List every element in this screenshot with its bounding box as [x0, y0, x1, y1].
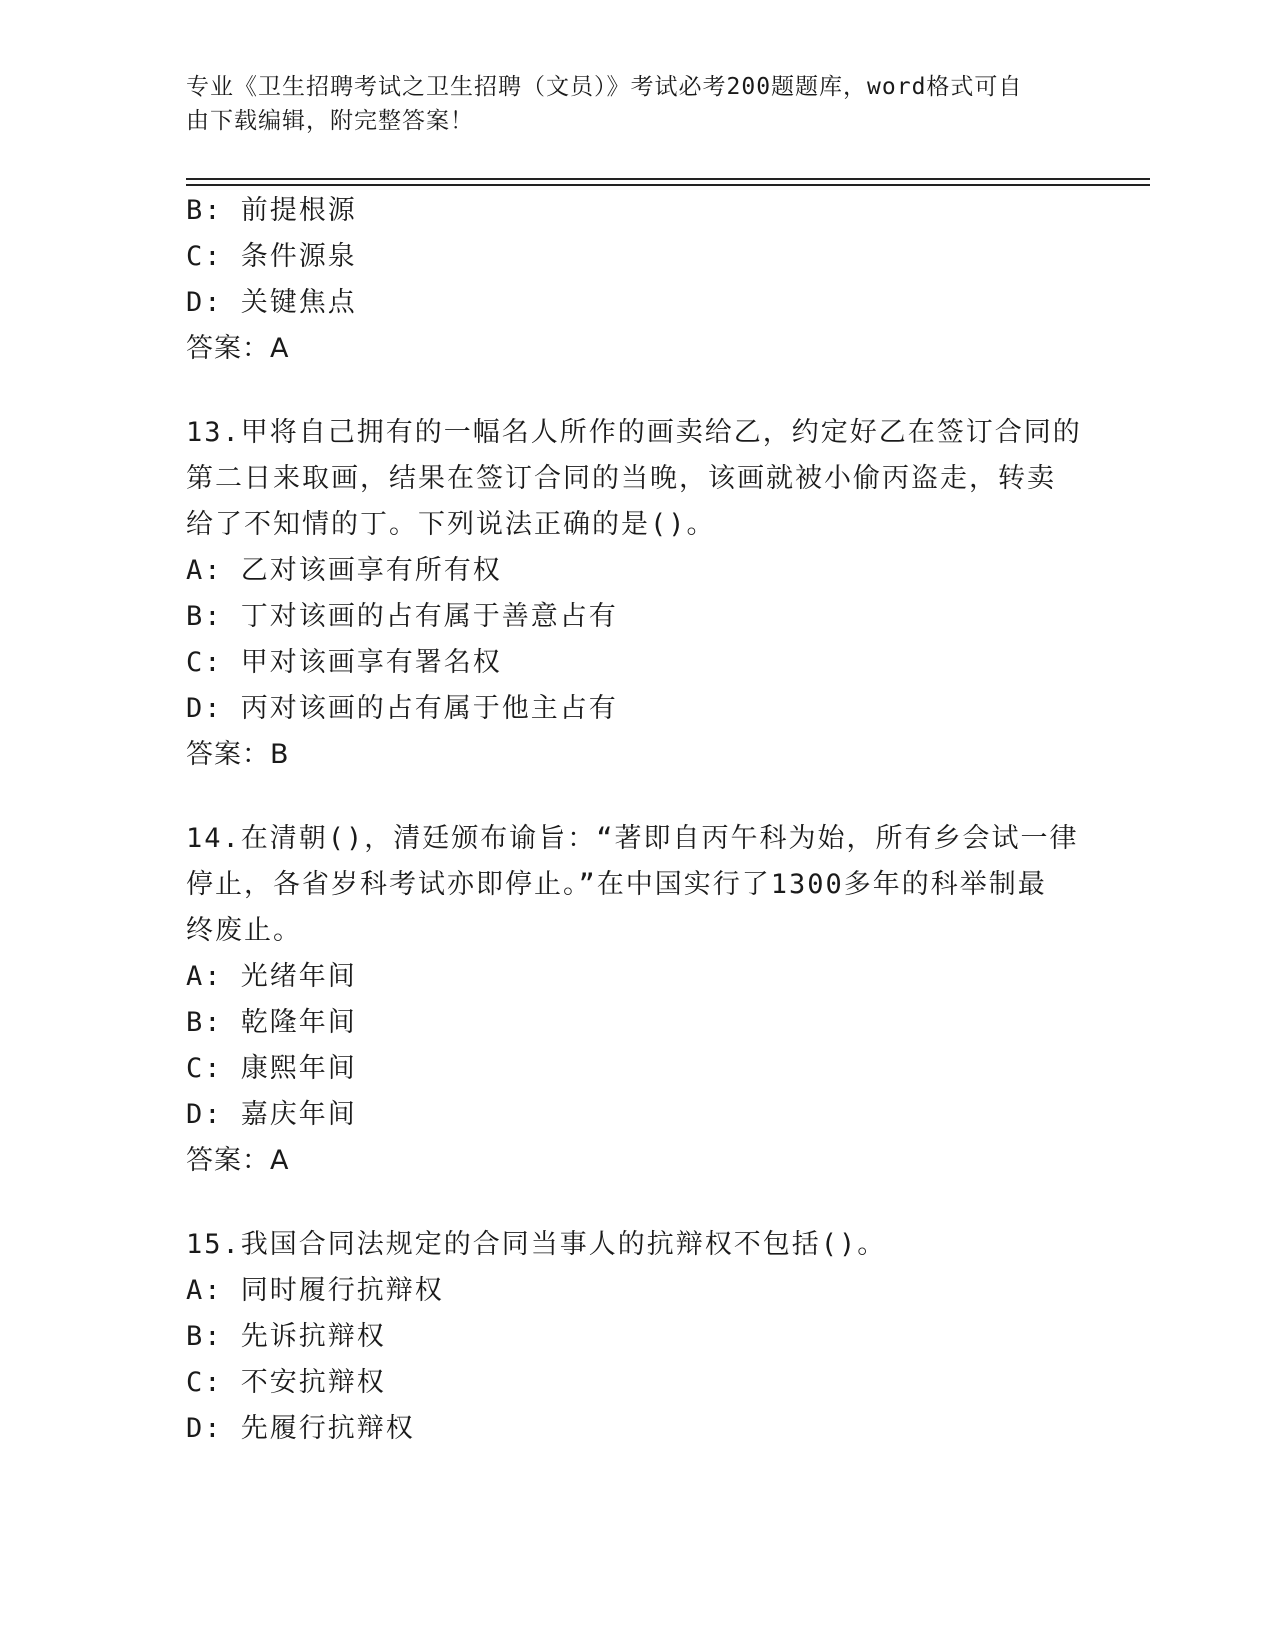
option-a: A: 同时履行抗辩权 [186, 1275, 444, 1306]
option-d: D: 先履行抗辩权 [186, 1413, 415, 1444]
answer-line: 答案：B [186, 739, 290, 770]
option-c: C: 甲对该画享有署名权 [186, 647, 502, 678]
question-stem-line: 15.我国合同法规定的合同当事人的抗辩权不包括()。 [186, 1229, 887, 1260]
option-b: B: 先诉抗辩权 [186, 1321, 386, 1352]
question-block-15 [186, 1222, 1086, 1452]
header-line-1: 专业《卫生招聘考试之卫生招聘（文员）》考试必考200题题库，word格式可自 [186, 74, 1023, 100]
answer-line: 答案：A [186, 333, 290, 364]
option-b: B: 前提根源 [186, 195, 357, 226]
option-d: D: 嘉庆年间 [186, 1099, 357, 1130]
header-divider-bottom [186, 184, 1150, 186]
option-c: C: 康熙年间 [186, 1053, 357, 1084]
question-stem-line: 第二日来取画，结果在签订合同的当晚，该画就被小偷丙盗走，转卖 [186, 463, 1056, 494]
question-stem-line: 终废止。 [186, 915, 302, 946]
question-stem-line: 停止，各省岁科考试亦即停止。”在中国实行了1300多年的科举制最 [186, 869, 1047, 900]
option-d: D: 丙对该画的占有属于他主占有 [186, 693, 618, 724]
answer-line: 答案：A [186, 1145, 290, 1176]
question-stem-line: 13.甲将自己拥有的一幅名人所作的画卖给乙，约定好乙在签订合同的 [186, 417, 1082, 448]
question-block-13 [186, 410, 1086, 778]
option-b: B: 乾隆年间 [186, 1007, 357, 1038]
question-block-14 [186, 816, 1086, 1184]
header-line-2: 由下载编辑，附完整答案！ [186, 108, 474, 134]
header-divider-top [186, 178, 1150, 180]
question-stem-line: 给了不知情的丁。下列说法正确的是()。 [186, 509, 716, 540]
option-b: B: 丁对该画的占有属于善意占有 [186, 601, 618, 632]
question-block-12 [186, 188, 1086, 372]
document-header [186, 70, 1066, 138]
option-a: A: 光绪年间 [186, 961, 357, 992]
option-c: C: 条件源泉 [186, 241, 357, 272]
option-c: C: 不安抗辩权 [186, 1367, 386, 1398]
option-d: D: 关键焦点 [186, 287, 357, 318]
question-stem-line: 14.在清朝()，清廷颁布谕旨：“著即自丙午科为始，所有乡会试一律 [186, 823, 1079, 854]
question-list [186, 188, 1086, 1452]
option-a: A: 乙对该画享有所有权 [186, 555, 502, 586]
